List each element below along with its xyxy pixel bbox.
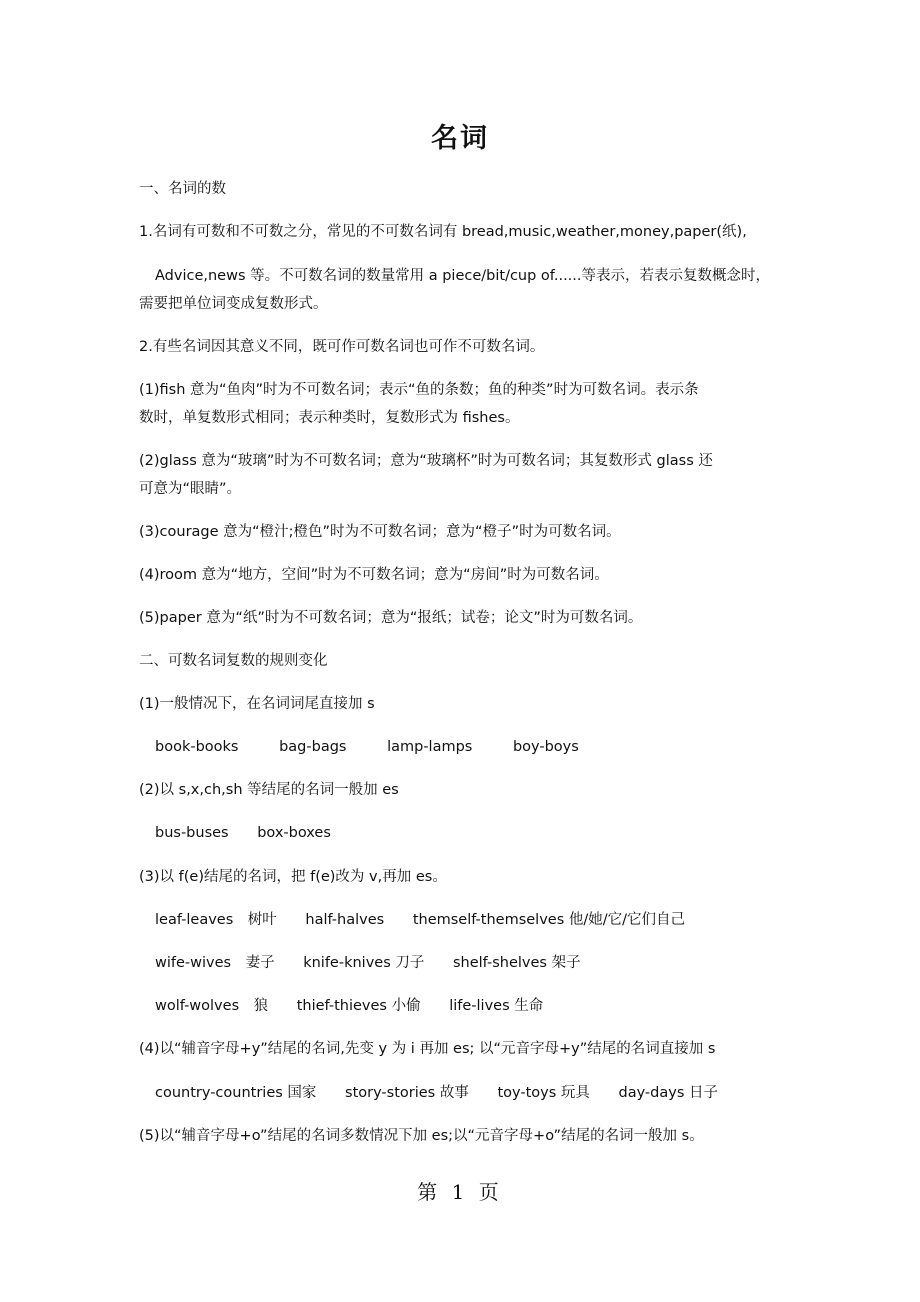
example-item: boy-boys [512,739,579,755]
glass-line-1: (2)glass 意为“玻璃”时为不可数名词；意为“玻璃杯”时为可数名词；其复数形式 glass 还 [139,453,713,469]
paragraph-1-line-1: 1.名词有可数和不可数之分，常见的不可数名词有 bread,music,weather,money,paper(纸), [139,224,747,240]
page-number: 第 1 页 [417,1180,503,1204]
example-item: wife-wives 妻子 [155,955,275,971]
page-title: 名词 [431,123,489,154]
fish-line-2: 数时，单复数形式相同；表示种类时，复数形式为 fishes。 [139,410,520,426]
rule-3-examples-row-3 [155,991,815,1021]
rule-1-examples [155,732,815,762]
rule-3: (3)以 f(e)结尾的名词，把 f(e)改为 v,再加 es。 [139,869,447,885]
rule-2: (2)以 s,x,ch,sh 等结尾的名词一般加 es [139,782,399,798]
paper-line: (5)paper 意为“纸”时为不可数名词；意为“报纸；试卷；论文”时为可数名词。 [139,610,643,626]
rule-2-examples [155,818,815,848]
room-line: (4)room 意为“地方，空间”时为不可数名词；意为“房间”时为可数名词。 [139,567,609,583]
example-item: wolf-wolves 狼 [155,998,269,1014]
example-item: box-boxes [257,825,331,841]
example-item: shelf-shelves 架子 [452,955,581,971]
rule-4-examples [155,1078,815,1108]
example-item: themself-themselves 他/她/它/它们自己 [412,912,686,928]
example-item: knife-knives 刀子 [303,955,425,971]
fish-line-1: (1)fish 意为“鱼肉”时为不可数名词；表示“鱼的条数；鱼的种类”时为可数名词。表示条 [139,382,699,398]
example-item: life-lives 生命 [449,998,544,1014]
paragraph-2: 2.有些名词因其意义不同，既可作可数名词也可作不可数名词。 [139,339,545,355]
section-1-heading: 一、名词的数 [139,181,226,197]
paragraph-1-line-2: Advice,news 等。不可数名词的数量常用 a piece/bit/cup of......等表示，若表示复数概念时， [155,268,771,284]
rule-3-examples-row-2 [155,948,815,978]
example-item: leaf-leaves 树叶 [155,912,277,928]
example-item: day-days 日子 [618,1085,718,1101]
example-item: book-books [155,739,239,755]
example-item: bus-buses [155,825,229,841]
example-item: lamp-lamps [387,739,473,755]
courage-line: (3)courage 意为“橙汁;橙色”时为不可数名词；意为“橙子”时为可数名词。 [139,524,621,540]
example-item: thief-thieves 小偷 [296,998,421,1014]
example-item: country-countries 国家 [155,1085,317,1101]
section-2-heading: 二、可数名词复数的规则变化 [139,653,328,669]
example-item: toy-toys 玩具 [497,1085,590,1101]
example-item: story-stories 故事 [345,1085,469,1101]
rule-4: (4)以“辅音字母+y”结尾的名词,先变 y 为 i 再加 es; 以“元音字母+y”结尾的名词直接加 s [139,1041,716,1057]
rule-5: (5)以“辅音字母+o”结尾的名词多数情况下加 es;以“元音字母+o”结尾的名词一般加 s。 [139,1128,704,1144]
example-item: half-halves [305,912,385,928]
paragraph-1-line-3: 需要把单位词变成复数形式。 [139,296,328,312]
glass-line-2: 可意为“眼睛”。 [139,481,242,497]
example-item: bag-bags [279,739,347,755]
rule-3-examples-row-1 [155,905,815,935]
rule-1: (1)一般情况下，在名词词尾直接加 s [139,696,375,712]
